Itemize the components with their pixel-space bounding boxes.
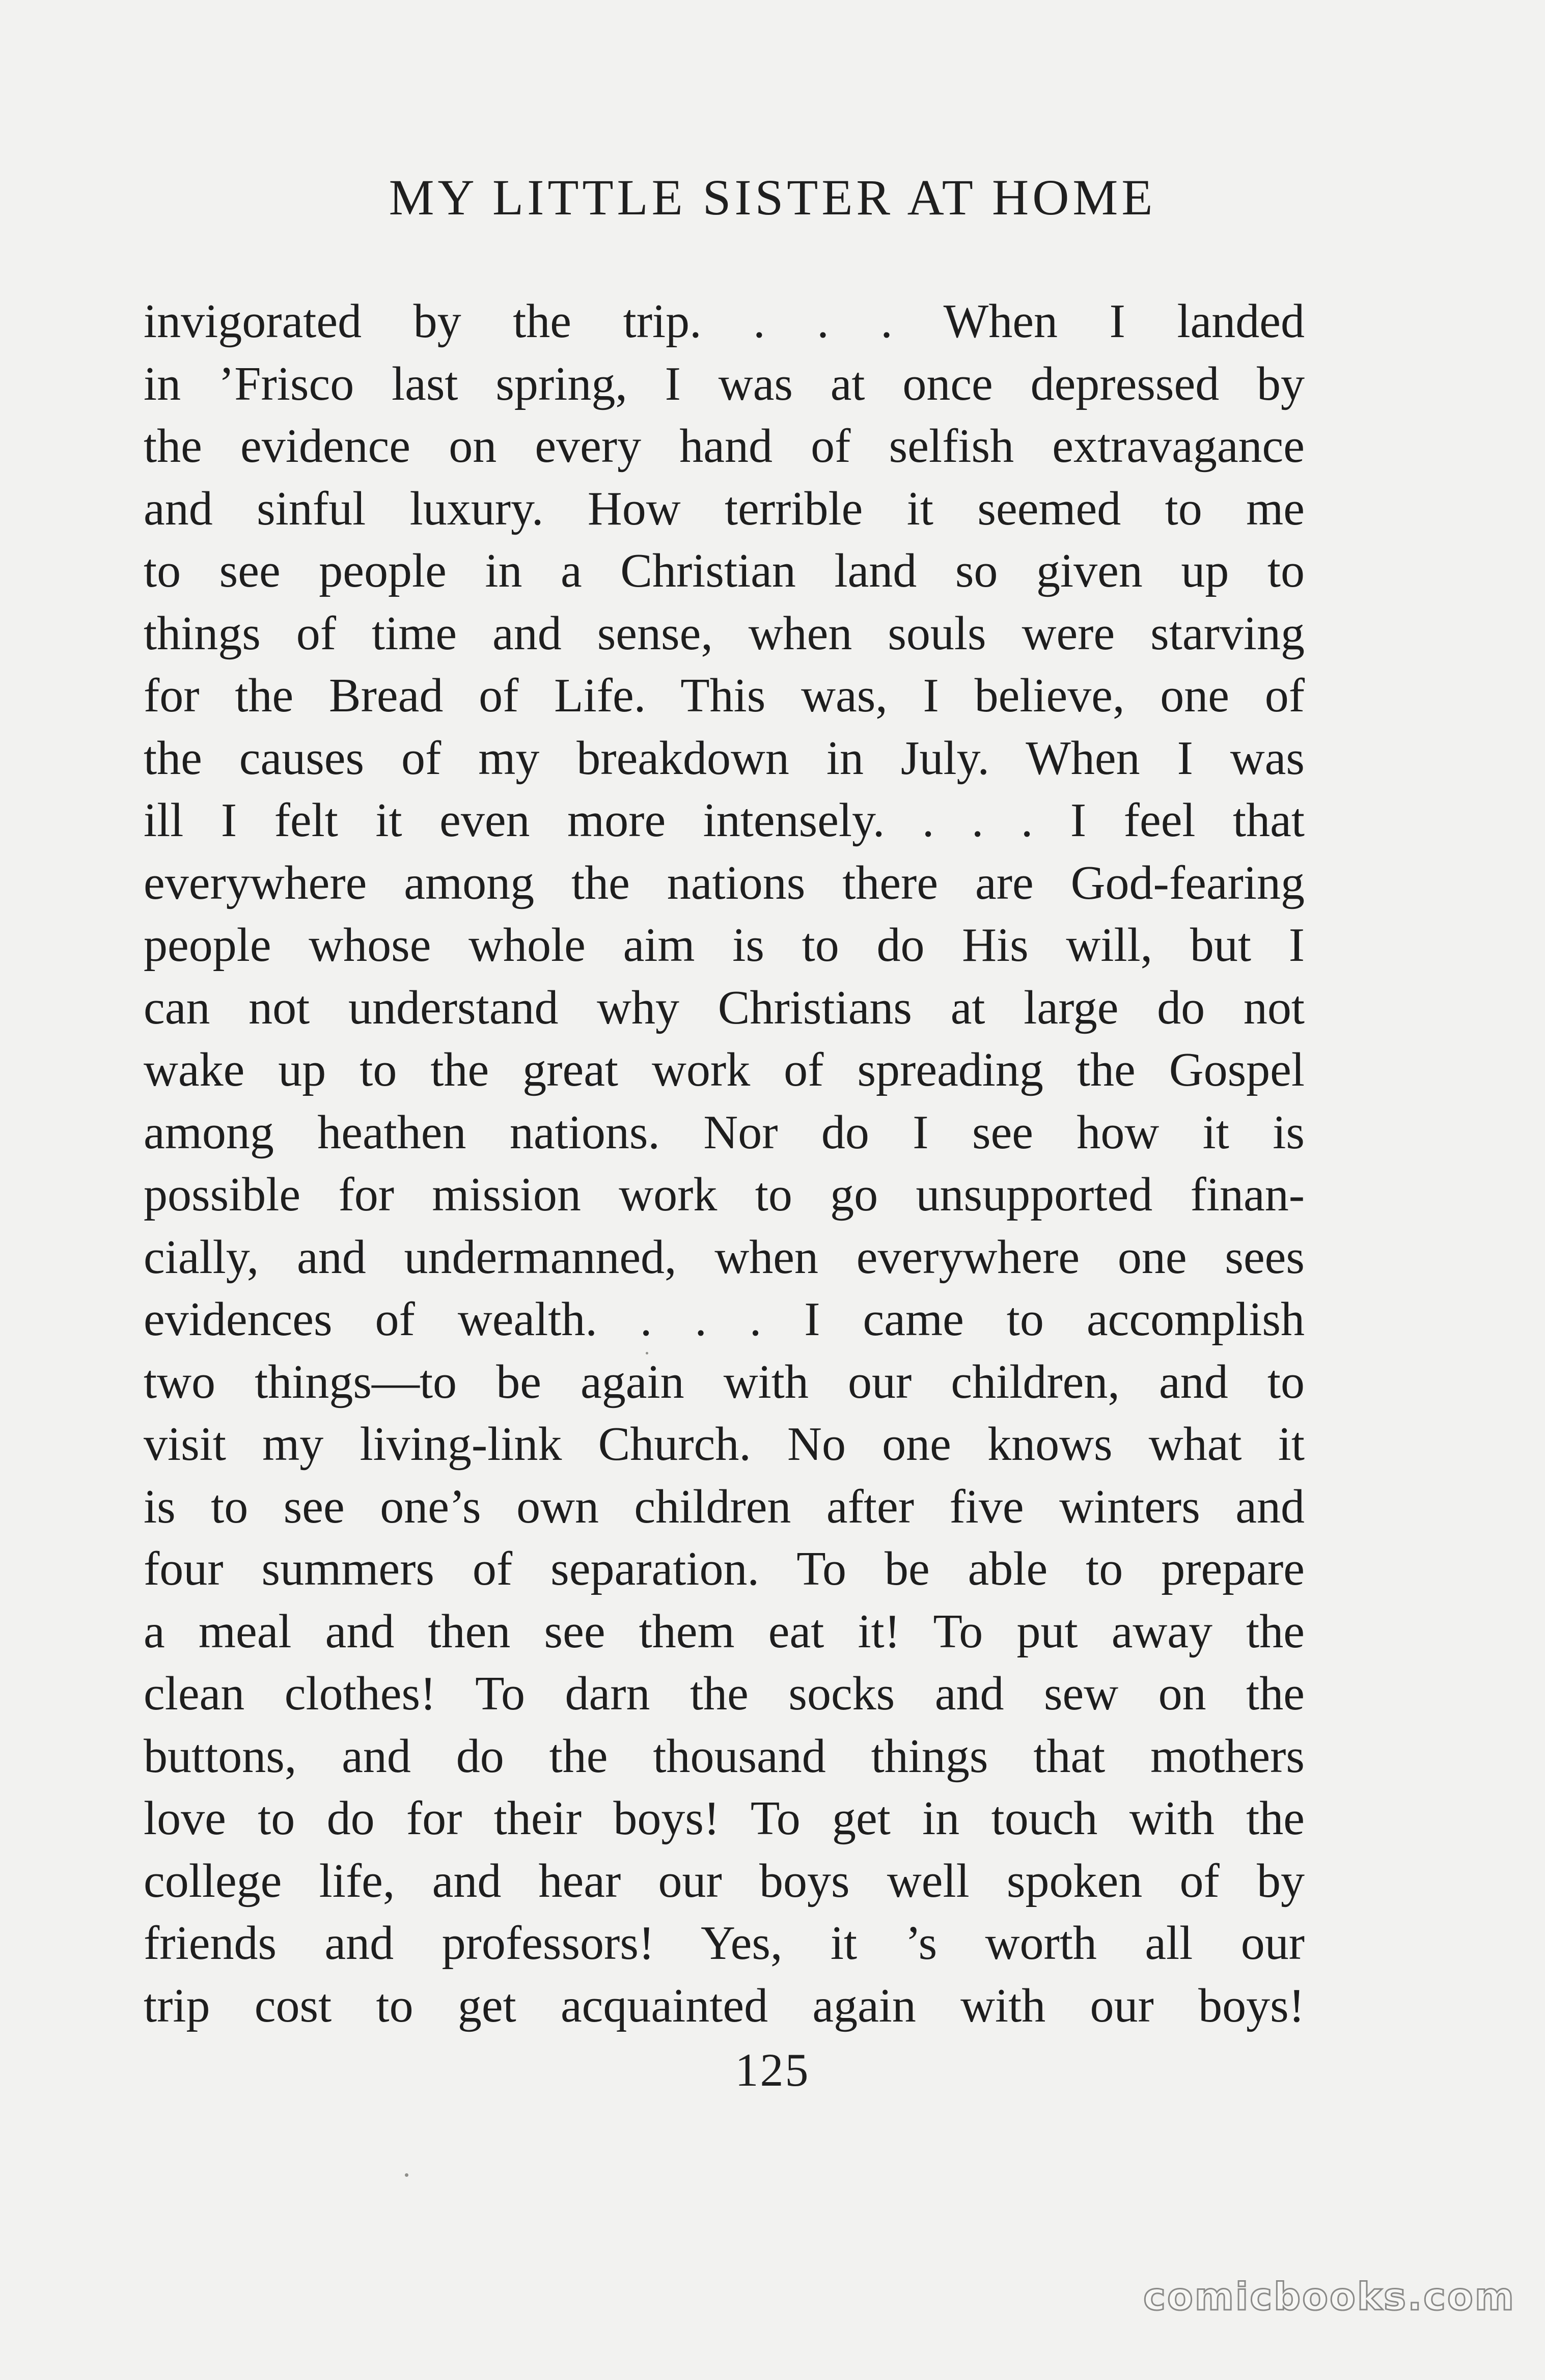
text-line: college life, and hear our boys well spoken of by — [144, 1854, 1305, 1907]
text-line: things of time and sense, when souls were starving — [144, 606, 1305, 660]
text-line: clean clothes! To darn the socks and sew on the — [144, 1667, 1305, 1720]
text-line: wake up to the great work of spreading the Gospel — [144, 1043, 1305, 1096]
running-head: MY LITTLE SISTER AT HOME — [389, 169, 1156, 226]
text-line: and sinful luxury. How terrible it seemed to me — [144, 482, 1305, 535]
text-line: evidences of wealth. . . . I came to accomplish — [144, 1293, 1305, 1346]
text-line: ill I felt it even more intensely. . . . I feel that — [144, 794, 1305, 847]
text-line: friends and professors! Yes, it ’s worth all our — [144, 1917, 1305, 1970]
text-line: everywhere among the nations there are God-fearing — [144, 856, 1305, 909]
text-line: the evidence on every hand of selfish extravagance — [144, 420, 1305, 473]
text-line: invigorated by the trip. . . . When I landed — [144, 295, 1305, 348]
text-line: visit my living-link Church. No one knows what it — [144, 1418, 1305, 1471]
text-line: people whose whole aim is to do His will, but I — [144, 919, 1305, 972]
text-line: love to do for their boys! To get in touch with the — [144, 1792, 1305, 1845]
text-line: a meal and then see them eat it! To put away the — [144, 1604, 1305, 1658]
text-line: the causes of my breakdown in July. When I was — [144, 731, 1305, 785]
text-line: in ’Frisco last spring, I was at once depressed by — [144, 357, 1305, 410]
text-line: among heathen nations. Nor do I see how it is — [144, 1105, 1305, 1159]
text-line: can not understand why Christians at large do not — [144, 981, 1305, 1034]
text-line: for the Bread of Life. This was, I believe, one of — [144, 669, 1305, 722]
text-line: two things—to be again with our children, and to — [144, 1355, 1305, 1408]
text-line: four summers of separation. To be able to prepare — [144, 1542, 1305, 1595]
text-line: is to see one’s own children after five winters and — [144, 1480, 1305, 1533]
text-line: trip cost to get acquainted again with our boys! — [144, 1979, 1305, 2032]
body-text — [144, 290, 1305, 2037]
text-line: cially, and undermanned, when everywhere one sees — [144, 1230, 1305, 1284]
text-line: possible for mission work to go unsupported finan- — [144, 1168, 1305, 1221]
text-line: buttons, and do the thousand things that mothers — [144, 1729, 1305, 1783]
page-number: 125 — [735, 2044, 810, 2096]
paper-speck — [405, 2173, 408, 2177]
watermark: comicbooks.com — [1143, 2275, 1515, 2319]
text-line: to see people in a Christian land so given up to — [144, 544, 1305, 597]
paper-speck — [646, 1352, 648, 1354]
